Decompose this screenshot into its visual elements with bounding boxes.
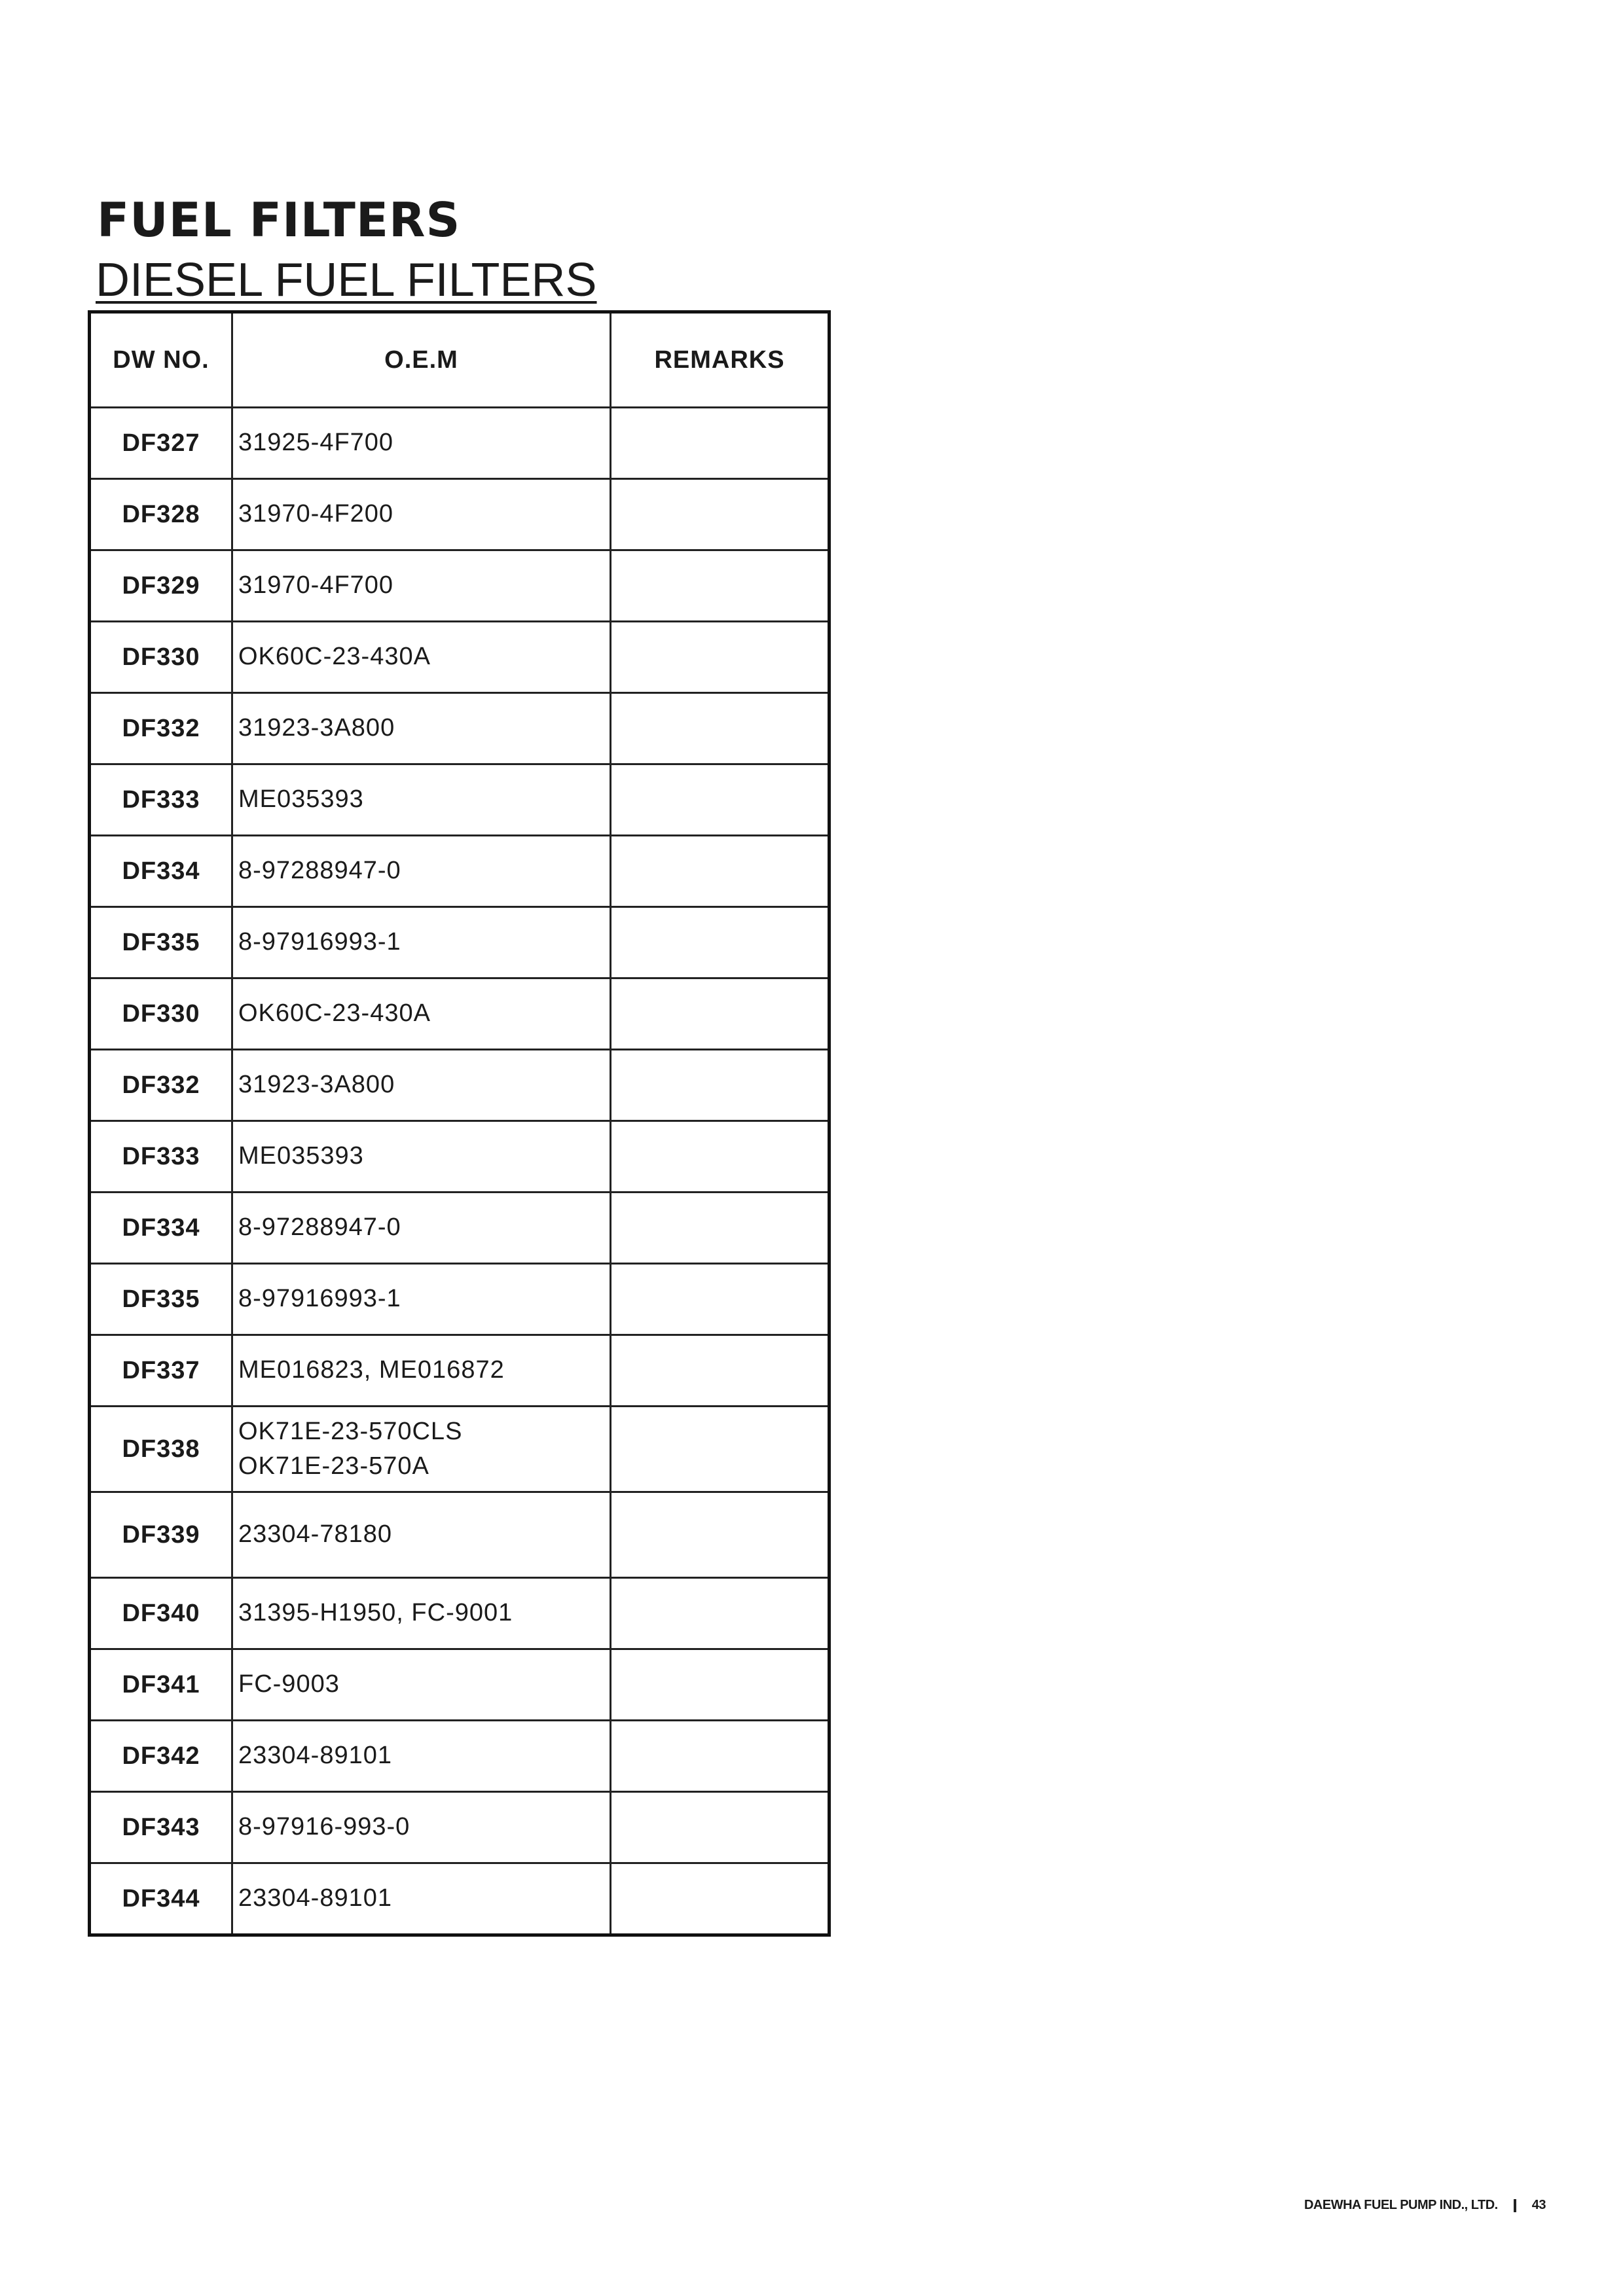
remarks-cell [611, 978, 830, 1050]
remarks-cell [611, 1578, 830, 1649]
table-row [90, 479, 830, 550]
oem-cell: 31970-4F700 [232, 550, 611, 622]
table-row [90, 836, 830, 907]
page-subtitle: DIESEL FUEL FILTERS [96, 254, 597, 306]
table-row [90, 1578, 830, 1649]
remarks-cell [611, 1264, 830, 1335]
dw-number-cell: DF328 [90, 479, 232, 550]
footer-company-name: DAEWHA FUEL PUMP IND., LTD. [1304, 2198, 1498, 2212]
dw-number-cell: DF329 [90, 550, 232, 622]
table-row [90, 1335, 830, 1407]
oem-cell: 8-97916993-1 [232, 907, 611, 978]
oem-cell: 31395-H1950, FC-9001 [232, 1578, 611, 1649]
dw-number-cell: DF344 [90, 1863, 232, 1935]
dw-number-cell: DF341 [90, 1649, 232, 1721]
dw-number-cell: DF333 [90, 1121, 232, 1193]
dw-number-cell: DF332 [90, 1050, 232, 1121]
remarks-cell [611, 836, 830, 907]
oem-cell: 31923-3A800 [232, 1050, 611, 1121]
oem-cell: ME016823, ME016872 [232, 1335, 611, 1407]
oem-cell: 8-97288947-0 [232, 1193, 611, 1264]
table-row [90, 550, 830, 622]
table-row [90, 622, 830, 693]
remarks-cell [611, 693, 830, 764]
oem-cell: 23304-89101 [232, 1863, 611, 1935]
dw-number-cell: DF339 [90, 1492, 232, 1578]
oem-cell: ME035393 [232, 1121, 611, 1193]
dw-number-cell: DF338 [90, 1407, 232, 1492]
header-dw-no: DW NO. [90, 312, 232, 408]
remarks-cell [611, 1121, 830, 1193]
dw-number-cell: DF340 [90, 1578, 232, 1649]
table-row [90, 408, 830, 479]
oem-cell: 8-97916993-1 [232, 1264, 611, 1335]
oem-cell: 31925-4F700 [232, 408, 611, 479]
table-row [90, 978, 830, 1050]
dw-number-cell: DF327 [90, 408, 232, 479]
oem-cell: 23304-78180 [232, 1492, 611, 1578]
oem-cell: 31970-4F200 [232, 479, 611, 550]
dw-number-cell: DF335 [90, 1264, 232, 1335]
dw-number-cell: DF330 [90, 622, 232, 693]
remarks-cell [611, 1193, 830, 1264]
dw-number-cell: DF332 [90, 693, 232, 764]
remarks-cell [611, 1863, 830, 1935]
header-oem: O.E.M [232, 312, 611, 408]
table-row [90, 1792, 830, 1863]
header-remarks: REMARKS [611, 312, 830, 408]
table-row [90, 1407, 830, 1492]
table-row [90, 1649, 830, 1721]
oem-cell: 23304-89101 [232, 1721, 611, 1792]
dw-number-cell: DF343 [90, 1792, 232, 1863]
remarks-cell [611, 1649, 830, 1721]
table-row [90, 764, 830, 836]
remarks-cell [611, 1492, 830, 1578]
footer-separator [1514, 2199, 1516, 2212]
remarks-cell [611, 479, 830, 550]
table-row [90, 907, 830, 978]
remarks-cell [611, 550, 830, 622]
dw-number-cell: DF337 [90, 1335, 232, 1407]
oem-cell: 8-97916-993-0 [232, 1792, 611, 1863]
oem-cell: 31923-3A800 [232, 693, 611, 764]
page-footer [1304, 2198, 1546, 2213]
remarks-cell [611, 907, 830, 978]
footer-page-number: 43 [1531, 2198, 1546, 2212]
page-title: FUEL FILTERS [97, 192, 461, 247]
remarks-cell [611, 622, 830, 693]
remarks-cell [611, 1335, 830, 1407]
table-row [90, 1863, 830, 1935]
dw-number-cell: DF330 [90, 978, 232, 1050]
table-row [90, 1264, 830, 1335]
table-row [90, 693, 830, 764]
dw-number-cell: DF342 [90, 1721, 232, 1792]
oem-cell: OK71E-23-570CLS OK71E-23-570A [232, 1407, 611, 1492]
dw-number-cell: DF333 [90, 764, 232, 836]
oem-cell: FC-9003 [232, 1649, 611, 1721]
remarks-cell [611, 1050, 830, 1121]
oem-cell: 8-97288947-0 [232, 836, 611, 907]
table-row [90, 1721, 830, 1792]
dw-number-cell: DF335 [90, 907, 232, 978]
table-row [90, 1492, 830, 1578]
table-row [90, 1050, 830, 1121]
dw-number-cell: DF334 [90, 1193, 232, 1264]
table-header-row [90, 312, 830, 408]
dw-number-cell: DF334 [90, 836, 232, 907]
remarks-cell [611, 1721, 830, 1792]
remarks-cell [611, 408, 830, 479]
table-row [90, 1121, 830, 1193]
fuel-filter-table [88, 310, 831, 1937]
table-row [90, 1193, 830, 1264]
oem-cell: ME035393 [232, 764, 611, 836]
remarks-cell [611, 764, 830, 836]
remarks-cell [611, 1407, 830, 1492]
oem-cell: OK60C-23-430A [232, 622, 611, 693]
remarks-cell [611, 1792, 830, 1863]
oem-cell: OK60C-23-430A [232, 978, 611, 1050]
